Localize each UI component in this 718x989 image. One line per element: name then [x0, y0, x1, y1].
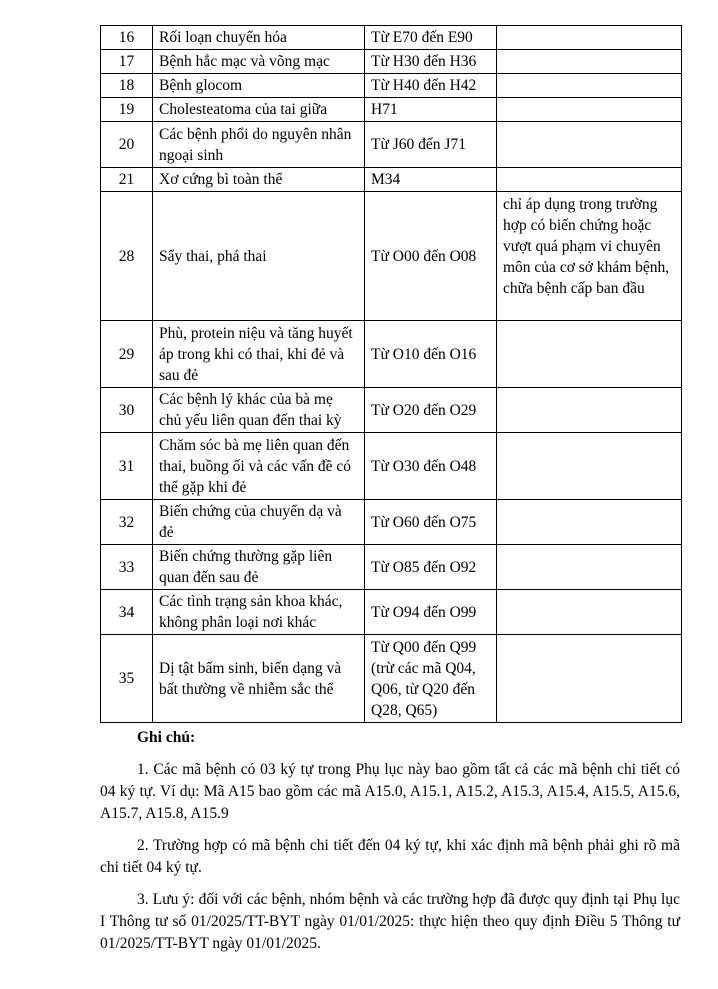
- icd-code: Từ O30 đến O48: [365, 433, 497, 500]
- table-row: [101, 98, 682, 122]
- row-number: 30: [101, 388, 153, 433]
- table-row: [101, 192, 682, 321]
- note-cell: [497, 388, 682, 433]
- note-cell: [497, 545, 682, 590]
- table-row: [101, 388, 682, 433]
- row-number: 16: [101, 26, 153, 50]
- icd-code: Từ O00 đến O08: [365, 192, 497, 321]
- row-number: 17: [101, 50, 153, 74]
- icd-code: Từ E70 đến E90: [365, 26, 497, 50]
- note-paragraph: 2. Trường hợp có mã bệnh chi tiết đến 04 ký tự, khi xác định mã bệnh phải ghi rõ mã chi tiết 04 ký tự.: [100, 837, 680, 876]
- table-row: [101, 635, 682, 723]
- icd-code: Từ O60 đến O75: [365, 500, 497, 545]
- note-cell: [497, 635, 682, 723]
- note-cell: [497, 168, 682, 192]
- icd-code: Từ J60 đến J71: [365, 122, 497, 168]
- icd-code: Từ O94 đến O99: [365, 590, 497, 635]
- row-number: 31: [101, 433, 153, 500]
- table-row: [101, 433, 682, 500]
- icd-code: Từ O85 đến O92: [365, 545, 497, 590]
- row-number: 35: [101, 635, 153, 723]
- disease-code-table: [100, 25, 682, 723]
- disease-name: Chăm sóc bà mẹ liên quan đến thai, buồng ối và các vấn đề có thể gặp khi đẻ: [153, 433, 365, 500]
- row-number: 28: [101, 192, 153, 321]
- row-number: 18: [101, 74, 153, 98]
- row-number: 34: [101, 590, 153, 635]
- disease-name: Các bệnh phổi do nguyên nhân ngoại sinh: [153, 122, 365, 168]
- table-row: [101, 74, 682, 98]
- table-row: [101, 590, 682, 635]
- table-body: [101, 26, 682, 723]
- disease-name: Dị tật bẩm sinh, biến dạng và bất thường về nhiễm sắc thể: [153, 635, 365, 723]
- icd-code: M34: [365, 168, 497, 192]
- disease-name: Các bệnh lý khác của bà mẹ chủ yếu liên quan đến thai kỳ: [153, 388, 365, 433]
- table-row: [101, 321, 682, 388]
- disease-name: Biến chứng thường gặp liên quan đến sau đẻ: [153, 545, 365, 590]
- note-paragraph: 1. Các mã bệnh có 03 ký tự trong Phụ lục này bao gồm tất cả các mã bệnh chi tiết có 04 ký tự. Ví dụ: Mã A15 bao gồm các mã A15.0, A15.1, A15.2, A15.3, A15.4, A15.5, A15.6, A15.7, A15.8, A15.9: [100, 761, 680, 822]
- disease-name: Bệnh hắc mạc và võng mạc: [153, 50, 365, 74]
- row-number: 19: [101, 98, 153, 122]
- disease-name: Các tình trạng sản khoa khác, không phân loại nơi khác: [153, 590, 365, 635]
- row-number: 20: [101, 122, 153, 168]
- icd-code: Từ O20 đến O29: [365, 388, 497, 433]
- note-cell: [497, 122, 682, 168]
- notes-heading: Ghi chú:: [137, 729, 196, 746]
- icd-code: Từ Q00 đến Q99 (trừ các mã Q04, Q06, từ Q20 đến Q28, Q65): [365, 635, 497, 723]
- table-row: [101, 168, 682, 192]
- disease-name: Phù, protein niệu và tăng huyết áp trong khi có thai, khi đẻ và sau đẻ: [153, 321, 365, 388]
- table-row: [101, 122, 682, 168]
- icd-code: Từ H30 đến H36: [365, 50, 497, 74]
- table-row: [101, 500, 682, 545]
- note-cell: chỉ áp dụng trong trường hợp có biến chứng hoặc vượt quá phạm vi chuyên môn của cơ sở khám bệnh, chữa bệnh cấp ban đầu: [497, 192, 682, 321]
- row-number: 33: [101, 545, 153, 590]
- table-row: [101, 26, 682, 50]
- note-cell: [497, 321, 682, 388]
- note-cell: [497, 50, 682, 74]
- table-row: [101, 545, 682, 590]
- note-paragraph: 3. Lưu ý: đối với các bệnh, nhóm bệnh và các trường hợp đã được quy định tại Phụ lục I Thông tư số 01/2025/TT-BYT ngày 01/01/2025: thực hiện theo quy định Điều 5 Thông tư 01/2025/TT-BYT ngày 01/01/2025.: [100, 891, 680, 952]
- disease-name: Biến chứng của chuyển dạ và đẻ: [153, 500, 365, 545]
- disease-name: Cholesteatoma của tai giữa: [153, 98, 365, 122]
- disease-name: Rối loạn chuyển hóa: [153, 26, 365, 50]
- notes-section: [100, 727, 680, 965]
- row-number: 32: [101, 500, 153, 545]
- note-cell: [497, 590, 682, 635]
- disease-name: Bệnh glocom: [153, 74, 365, 98]
- table-row: [101, 50, 682, 74]
- note-cell: [497, 74, 682, 98]
- disease-name: Xơ cứng bì toàn thể: [153, 168, 365, 192]
- icd-code: H71: [365, 98, 497, 122]
- icd-code: Từ H40 đến H42: [365, 74, 497, 98]
- disease-name: Sẩy thai, phá thai: [153, 192, 365, 321]
- row-number: 29: [101, 321, 153, 388]
- note-cell: [497, 26, 682, 50]
- note-cell: [497, 433, 682, 500]
- note-cell: [497, 98, 682, 122]
- icd-code: Từ O10 đến O16: [365, 321, 497, 388]
- note-cell: [497, 500, 682, 545]
- row-number: 21: [101, 168, 153, 192]
